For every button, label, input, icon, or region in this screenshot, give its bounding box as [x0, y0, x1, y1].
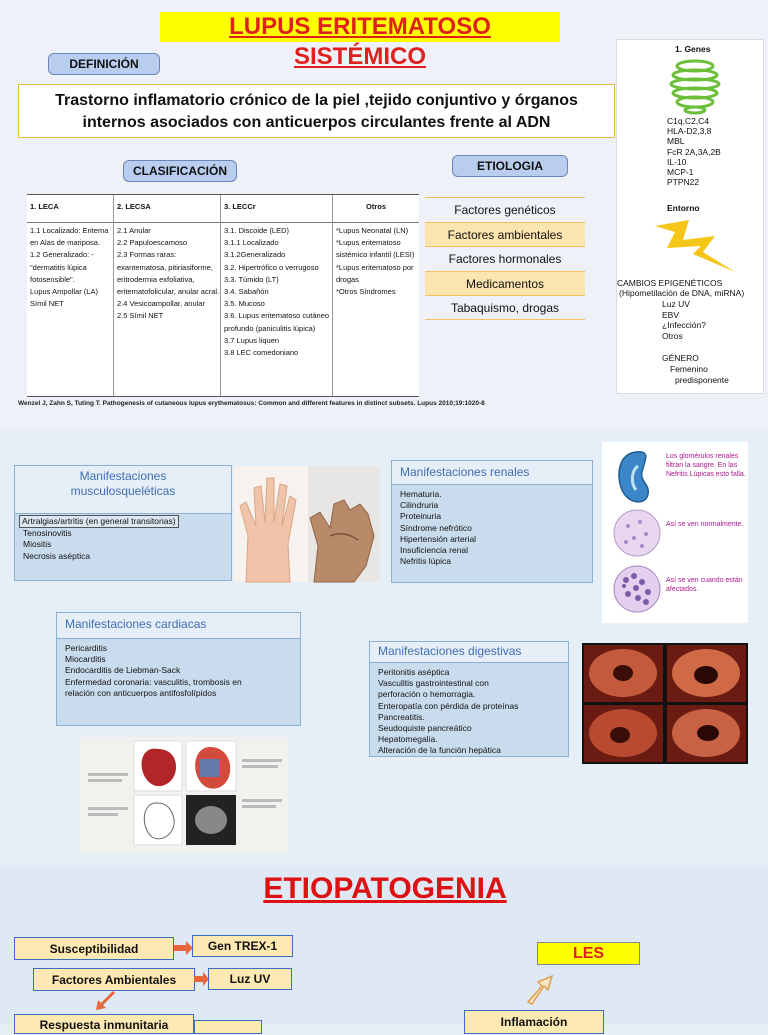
list-item: Insuficiencia renal: [400, 545, 469, 556]
cardiac-title: Manifestaciones cardiacas: [57, 613, 300, 639]
cell-line: Símil NET: [30, 299, 64, 309]
list-item: relación con anticuerpos antifosfolípidos: [65, 687, 217, 698]
hands-photo: [234, 466, 380, 582]
cell-line: exantematosa, pitiriasiforme,: [117, 262, 213, 272]
etiology-item: Factores hormonales: [425, 246, 585, 271]
cardiac-list: [57, 639, 300, 703]
list-item: Hipertensión arterial: [400, 533, 477, 544]
list-item: Peritonitis aséptica: [378, 667, 450, 677]
endoscopy-photos: [582, 643, 748, 764]
etiology-list: [425, 197, 585, 320]
genes-environment-panel: [616, 39, 764, 394]
list-item: Miositis: [23, 539, 52, 550]
kidney-caption-3: Así se ven cuando están afectados.: [666, 577, 743, 593]
epigenetic-title: CAMBIOS EPIGENÉTICOS: [617, 278, 723, 288]
immune-response-box: Respuesta inmunitaria: [14, 1014, 194, 1034]
flow-box-partial: [194, 1020, 262, 1034]
list-item: Nefritis lúpica: [400, 556, 452, 567]
gene-item: IL-10: [667, 156, 687, 167]
gene-item: MBL: [667, 136, 685, 147]
kidney-caption-1: Los glomérulos renales filtran la sangre. En las Nefritis Lúpicas esto falla.: [666, 453, 746, 478]
musculoskeletal-title-line: Manifestaciones: [79, 469, 167, 483]
column-cell: [30, 225, 110, 310]
musculoskeletal-title: [15, 466, 231, 514]
cell-line: profundo (paniculitis lúpica): [224, 323, 316, 333]
environment-factor: Luz UV: [662, 299, 690, 309]
cell-line: 3.8 LEC comedoniano: [224, 348, 299, 358]
cell-line: *Lupus Neonatal (LN): [336, 226, 409, 235]
kidney-icon: [616, 450, 656, 506]
definition-box: [18, 84, 615, 138]
normal-glomerulus-icon: [612, 508, 662, 558]
musculoskeletal-title-line: musculosqueléticas: [70, 484, 176, 498]
epigenetic-subtitle: (Hipometilación de DNA, miRNA): [619, 288, 745, 298]
cell-line: 3.4. Sabañón: [224, 287, 269, 297]
cell-line: sistémico infantil (LESI): [336, 250, 415, 260]
list-item: perforación o hemorragia.: [378, 689, 476, 700]
column-cell: [224, 225, 329, 359]
gene-item: MCP-1: [667, 167, 694, 178]
environment-factor: ¿Infección?: [662, 320, 706, 330]
list-item: Miocarditis: [65, 654, 106, 665]
etiology-item: Factores genéticos: [425, 197, 585, 222]
environment-factor: EBV: [662, 309, 680, 320]
inflammation-box: Inflamación: [464, 1010, 604, 1034]
cell-line: 3.6. Lupus eritematoso cutáneo: [224, 311, 330, 321]
susceptibility-box: Susceptibilidad: [14, 937, 174, 960]
column-header: 2. LECSA: [114, 197, 220, 223]
digestive-list: [370, 663, 568, 761]
cell-line: 1.2 Generalizado: -: [30, 250, 94, 260]
digestive-box: [369, 641, 569, 757]
gender-title: GÉNERO: [662, 353, 699, 363]
environment-factors: [662, 299, 706, 341]
classification-column-leca: [27, 195, 114, 396]
renal-box: [391, 460, 593, 583]
list-item: Hepatomegalia.: [378, 734, 438, 745]
list-item: Seudoquiste pancreático: [378, 723, 472, 734]
arrow-down-left-icon: [94, 990, 118, 1014]
column-cell: [117, 225, 220, 323]
classification-column-lecsa: [114, 195, 221, 396]
cell-line: 3.1. Discoide (LED): [224, 226, 290, 235]
affected-glomerulus-icon: [612, 564, 662, 614]
arrow-right-icon: [174, 940, 194, 956]
list-item: Proteinuria: [400, 511, 442, 522]
list-item: Artralgias/artritis (en general transitorias): [19, 515, 179, 528]
lightning-bolt-icon: [655, 218, 737, 276]
cell-line: 3.1.2Generalizado: [224, 250, 286, 260]
classification-label: CLASIFICACIÓN: [123, 160, 237, 182]
column-header: 1. LECA: [27, 197, 113, 223]
classification-table: [27, 194, 419, 397]
column-header: Otros: [333, 197, 419, 223]
cell-line: 2.1 Anular: [117, 226, 151, 235]
environment-factor: Otros: [662, 330, 683, 341]
etiopathogenesis-title: ETIOPATOGENIA: [263, 872, 507, 905]
cell-line: *Lupus eritematoso: [336, 238, 401, 248]
musculoskeletal-box: [14, 465, 232, 581]
gene-item: FcR 2A,3A,2B: [667, 146, 721, 157]
arrow-up-right-icon: [524, 972, 556, 1006]
cell-line: *Lupus eritematoso por: [336, 262, 414, 272]
genes-title: 1. Genes: [675, 44, 711, 54]
gender-line: Femenino: [670, 364, 708, 374]
gender-line: predisponente: [675, 375, 729, 385]
gene-trex1-box: Gen TREX-1: [192, 935, 293, 957]
renal-title: Manifestaciones renales: [392, 461, 592, 485]
cell-line: eritrodermia exfoliativa,: [117, 274, 195, 284]
etiology-item: Tabaquismo, drogas: [425, 295, 585, 320]
cardiac-box: [56, 612, 301, 726]
kidney-illustration: [602, 442, 748, 623]
definition-line-2: internos asociados con anticuerpos circulantes frente al ADN: [82, 114, 551, 131]
cell-line: eritematofolicular, anular acral.: [117, 287, 220, 297]
list-item: Necrosis aséptica: [23, 550, 91, 561]
cell-line: 1.1 Localizado: Eritema: [30, 226, 109, 235]
cell-line: 3.7 Lupus liquen: [224, 335, 280, 345]
environmental-factors-box: Factores Ambientales: [33, 968, 195, 991]
list-item: Cilindruria: [400, 500, 439, 511]
etiology-item: Factores ambientales: [425, 222, 585, 247]
list-item: Tenosinovitis: [23, 528, 72, 539]
list-item: Pericarditis: [65, 643, 108, 653]
cell-line: 2.2 Papuloescamoso: [117, 238, 188, 248]
cell-line: en Alas de mariposa.: [30, 238, 101, 248]
dna-helix-icon: [667, 58, 723, 116]
column-header: 3. LECCr: [221, 197, 332, 223]
column-cell: [336, 225, 416, 298]
definition-line-1: Trastorno inflamatorio crónico de la piel ,tejido conjuntivo y órganos: [55, 92, 578, 109]
list-item: Endocarditis de Liebman-Sack: [65, 665, 181, 676]
list-item: Alteración de la función hepática: [378, 745, 501, 756]
classification-column-otros: [333, 195, 419, 396]
gene-item: HLA-D2,3,8: [667, 126, 712, 137]
uv-light-box: Luz UV: [208, 968, 292, 990]
list-item: Hematuria.: [400, 489, 442, 499]
digestive-title: Manifestaciones digestivas: [370, 642, 568, 663]
les-box: LES: [537, 942, 640, 965]
cell-line: Lupus Ampollar (LA): [30, 287, 98, 297]
list-item: Enfermedad coronaria: vasculitis, trombosis en: [65, 676, 242, 687]
gene-item: C1q,C2,C4: [667, 116, 710, 126]
cell-line: 3.2. Hipertrófico o verrugoso: [224, 262, 319, 272]
etiology-label: ETIOLOGIA: [452, 155, 568, 177]
classification-column-leccr: [221, 195, 333, 396]
environment-title: Entorno: [667, 203, 700, 213]
cell-line: 3.5. Mucoso: [224, 299, 265, 309]
cell-line: 3.1.1 Localizado: [224, 238, 279, 248]
page-title: LUPUS ERITEMATOSO SISTÉMICO: [160, 12, 560, 42]
kidney-caption-2: Así se ven normalmente.: [666, 521, 744, 528]
cell-line: drogas: [336, 274, 359, 284]
cell-line: *Otros Síndromes: [336, 287, 396, 297]
etiology-item: Medicamentos: [425, 271, 585, 296]
heart-illustration: [80, 737, 288, 853]
cell-line: fotosensible".: [30, 274, 75, 284]
list-item: Vasculitis gastrointestinal con: [378, 678, 489, 689]
list-item: Síndrome nefrótico: [400, 522, 472, 533]
gene-item: PTPN22: [667, 177, 700, 188]
genes-list: [667, 116, 721, 187]
renal-list: [392, 485, 592, 571]
cell-line: "dermatitis lúpica: [30, 262, 87, 272]
reference-citation: Wenzel J, Zahn S, Tuting T. Pathogenesis of cutaneous lupus erythematosus: Common and different features in distinct subsets. Lupus 2010;19:1020-8: [18, 400, 485, 407]
cell-line: 2.4 Vesicoampollar, anular: [117, 299, 205, 309]
cell-line: 2.3 Formas raras:: [117, 250, 177, 260]
cell-line: 3.3. Túmido (LT): [224, 274, 279, 284]
cell-line: 2.5 Símil NET: [117, 311, 164, 321]
musculoskeletal-list: [15, 514, 231, 566]
list-item: Pancreatitis.: [378, 711, 425, 722]
list-item: Enteropatía con pérdida de proteínas: [378, 700, 519, 711]
definition-label: DEFINICIÓN: [48, 53, 160, 75]
